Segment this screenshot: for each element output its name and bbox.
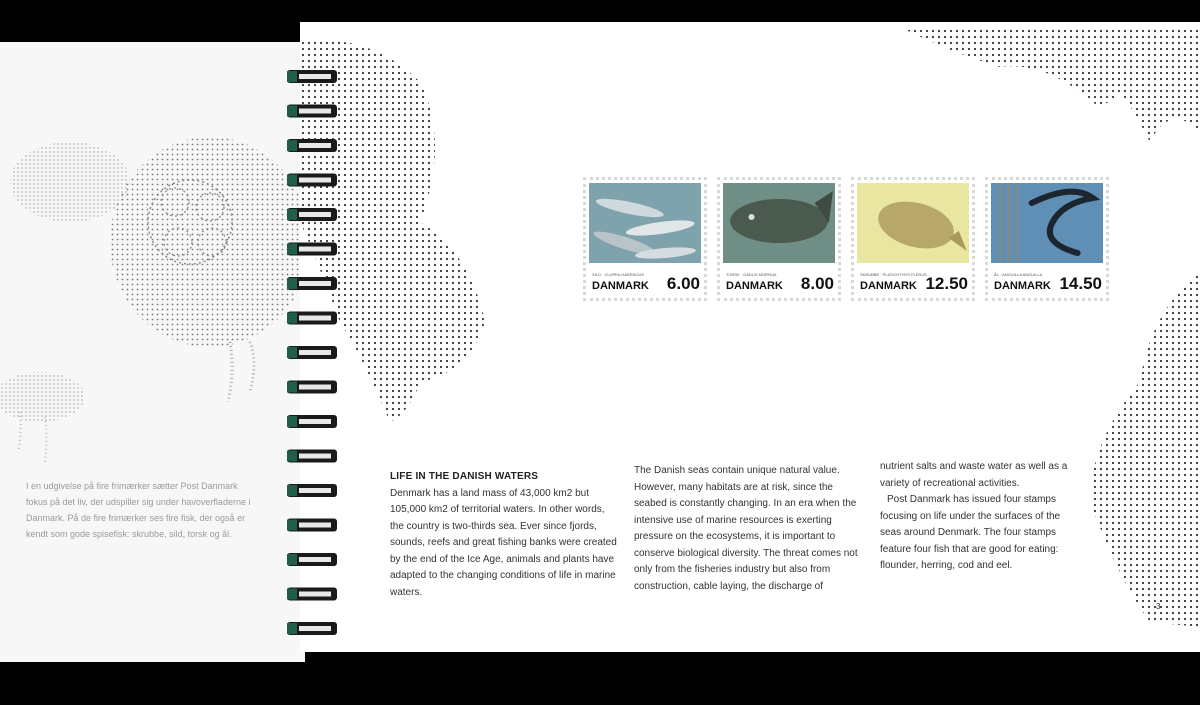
spiral-coil — [287, 450, 337, 463]
spiral-coil — [287, 243, 337, 256]
stamp-caption: ÅL · ANGUILLA ANGUILLA — [994, 272, 1043, 277]
stamp-herring — [583, 177, 707, 301]
stamp-value: 12.50 — [925, 274, 968, 293]
article-column-3-paragraph-1: nutrient salts and waste water as well as a variety of recreational activities. — [880, 461, 1068, 489]
herring-stamp-image — [589, 183, 701, 273]
spiral-coil — [287, 415, 337, 428]
spiral-coil — [287, 553, 337, 566]
spiral-coil — [287, 105, 337, 118]
article-column-2: The Danish seas contain unique natural value. However, many habitats are at risk, since the seabed is constantly changing. In an era when the intensive use of marine resources is exerting pressure on the ecosystems, it is important to conserve biological diversity. The threat comes not only from the fisheries industry but also from construction, cable laying, the discharge of — [634, 465, 858, 592]
spiral-coil — [287, 346, 337, 359]
stamp-caption: TORSK · GADUS MORHUA — [726, 272, 777, 277]
spiral-coil — [287, 312, 337, 325]
flounder-stamp-image — [857, 183, 969, 273]
stamp-value: 8.00 — [800, 274, 834, 293]
spiral-coil — [287, 622, 337, 635]
spiral-coil — [287, 208, 337, 221]
spiral-coil — [287, 519, 337, 532]
stamp-cod — [717, 177, 841, 301]
jellyfish-illustration-left — [0, 42, 305, 662]
article-column-1 — [390, 469, 620, 601]
stamp-country: DANMARK — [726, 280, 783, 292]
article-column-3-paragraph-2: Post Danmark has issued four stamps focusing on life under the surfaces of the seas around Denmark. The four stamps feature four fish that are good for eating: flounder, herring, cod and eel. — [880, 494, 1061, 571]
spiral-coil — [287, 70, 337, 83]
stamp-caption: SKRUBBE · PLATICHTHYS FLESUS — [860, 272, 927, 277]
article-column-1-text: Denmark has a land mass of 43,000 km2 but 105,000 km2 of territorial waters. In other words, the country is two-thirds sea. Ever since fjords, sounds, reefs and great fishing banks were created by the end of the Ice Age, animals and plants have adapted to the changing conditions of life in marine waters. — [390, 487, 617, 598]
spiral-coil — [287, 139, 337, 152]
stamp-country: DANMARK — [994, 280, 1051, 292]
cod-stamp-image — [723, 183, 835, 273]
spiral-coil — [287, 174, 337, 187]
stamp-country: DANMARK — [860, 280, 917, 292]
left-page-text: I en udgivelse på fire frimærker sætter Post Danmark fokus på det liv, der udspiller sig under havoverfladerne i Danmark. På de fire frimærker ses fire fisk, der også er kendt som gode spisefisk: skrubbe, sild, torsk og ål. — [26, 481, 251, 539]
stamp-country: DANMARK — [592, 280, 649, 292]
spiral-binding — [283, 62, 353, 662]
article-heading: LIFE IN THE DANISH WATERS — [390, 471, 539, 482]
stamp-value: 14.50 — [1059, 274, 1102, 293]
booklet-spread — [0, 22, 1200, 662]
left-page — [0, 42, 305, 662]
spiral-coil — [287, 277, 337, 290]
stamp-flounder — [851, 177, 975, 301]
spiral-coil — [287, 381, 337, 394]
spiral-coil — [287, 484, 337, 497]
stamp-caption: SILD · CLUPEA HARENGUS — [592, 272, 645, 277]
page-number: 3 — [1156, 602, 1161, 611]
stamp-value: 6.00 — [666, 274, 700, 293]
article-column-3 — [880, 459, 1072, 575]
stamp-eel — [985, 177, 1109, 301]
spiral-coil — [287, 588, 337, 601]
eel-stamp-image — [991, 183, 1103, 273]
